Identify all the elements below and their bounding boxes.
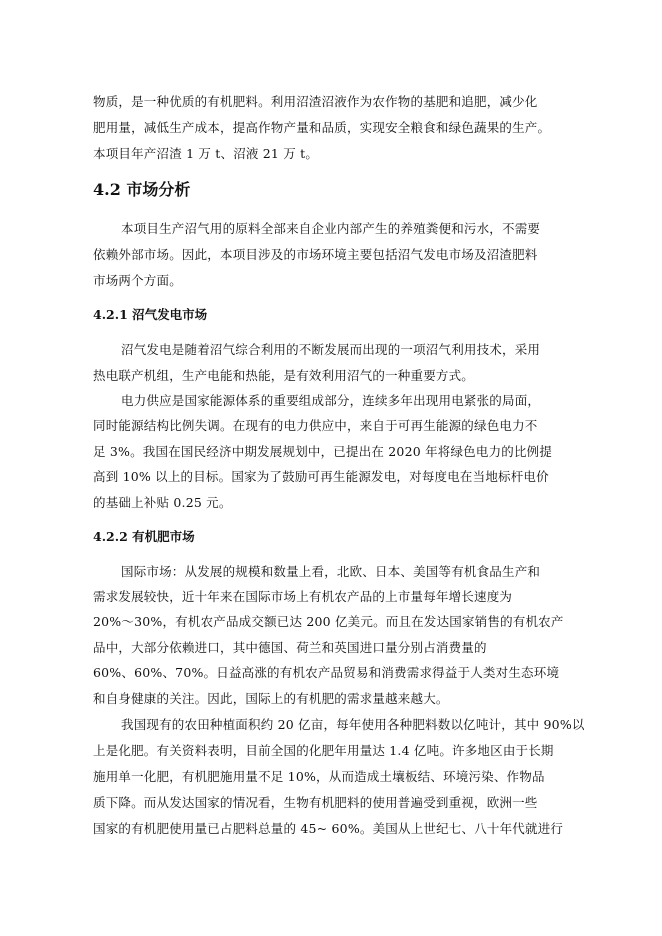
text-line: 肥用量，减低生产成本，提高作物产量和品质，实现安全粮食和绿色蔬果的生产。 (93, 120, 551, 135)
text-line: 国家的有机肥使用量已占肥料总量的 45~ 60%。美国从上世纪七、八十年代就进行 (93, 821, 564, 836)
text-line: 足 3%。我国在国民经济中期发展规划中，已提出在 2020 年将绿色电力的比例提 (93, 444, 553, 459)
text-line: 电力供应是国家能源体系的重要组成部分，连续多年出现用电紧张的局面， (121, 393, 541, 408)
section-heading-4-2-1: 4.2.1 沼气发电市场 (93, 307, 208, 322)
text-line: 我国现有的农田种植面积约 20 亿亩，每年使用各种肥料数以亿吨计，其中 90%以 (121, 717, 585, 732)
text-line: 沼气发电是随着沼气综合利用的不断发展而出现的一项沼气利用技术，采用 (121, 342, 541, 357)
text-line: 同时能源结构比例失调。在现有的电力供应中，来自于可再生能源的绿色电力不 (93, 418, 538, 433)
text-line: 热电联产机组，生产电能和热能，是有效利用沼气的一种重要方式。 (93, 368, 475, 383)
text-line: 本项目生产沼气用的原料全部来自企业内部产生的养殖粪便和污水，不需要 (121, 221, 541, 236)
text-line: 市场两个方面。 (93, 273, 182, 288)
section-heading-4-2: 4.2 市场分析 (93, 180, 191, 199)
text-line: 施用单一化肥，有机肥施用量不足 10%，从而造成土壤板结、环境污染、作物品 (93, 769, 545, 784)
text-line: 品中，大部分依赖进口，其中德国、荷兰和英国进口量分别占消费量的 (93, 640, 487, 655)
text-line: 质下降。而从发达国家的情况看，生物有机肥料的使用普遍受到重视，欧洲一些 (93, 795, 538, 810)
text-line: 物质，是一种优质的有机肥料。利用沼渣沼液作为农作物的基肥和追肥，减少化 (93, 94, 538, 109)
text-line: 和自身健康的关注。因此，国际上的有机肥的需求量越来越大。 (93, 691, 449, 706)
text-line: 的基础上补贴 0.25 元。 (93, 495, 232, 510)
text-line: 依赖外部市场。因此，本项目涉及的市场环境主要包括沼气发电市场及沼渣肥料 (93, 247, 538, 262)
section-heading-4-2-2: 4.2.2 有机肥市场 (93, 529, 195, 544)
text-line: 本项目年产沼渣 1 万 t、沼液 21 万 t。 (93, 146, 319, 161)
text-line: 国际市场：从发展的规模和数量上看，北欧、日本、美国等有机食品生产和 (121, 564, 541, 579)
text-line: 60%、60%、70%。日益高涨的有机农产品贸易和消费需求得益于人类对生态环境 (93, 665, 560, 680)
text-line: 需求发展较快，近十年来在国际市场上有机农产品的上市量每年增长速度为 (93, 589, 513, 604)
text-line: 20%～30%，有机农产品成交额已达 200 亿美元。而且在发达国家销售的有机农产 (93, 614, 564, 629)
text-line: 高到 10% 以上的目标。国家为了鼓励可再生能源发电，对每度电在当地标杆电价 (93, 469, 549, 484)
text-line: 上是化肥。有关资料表明，目前全国的化肥年用量达 1.4 亿吨。许多地区由于长期 (93, 743, 554, 758)
